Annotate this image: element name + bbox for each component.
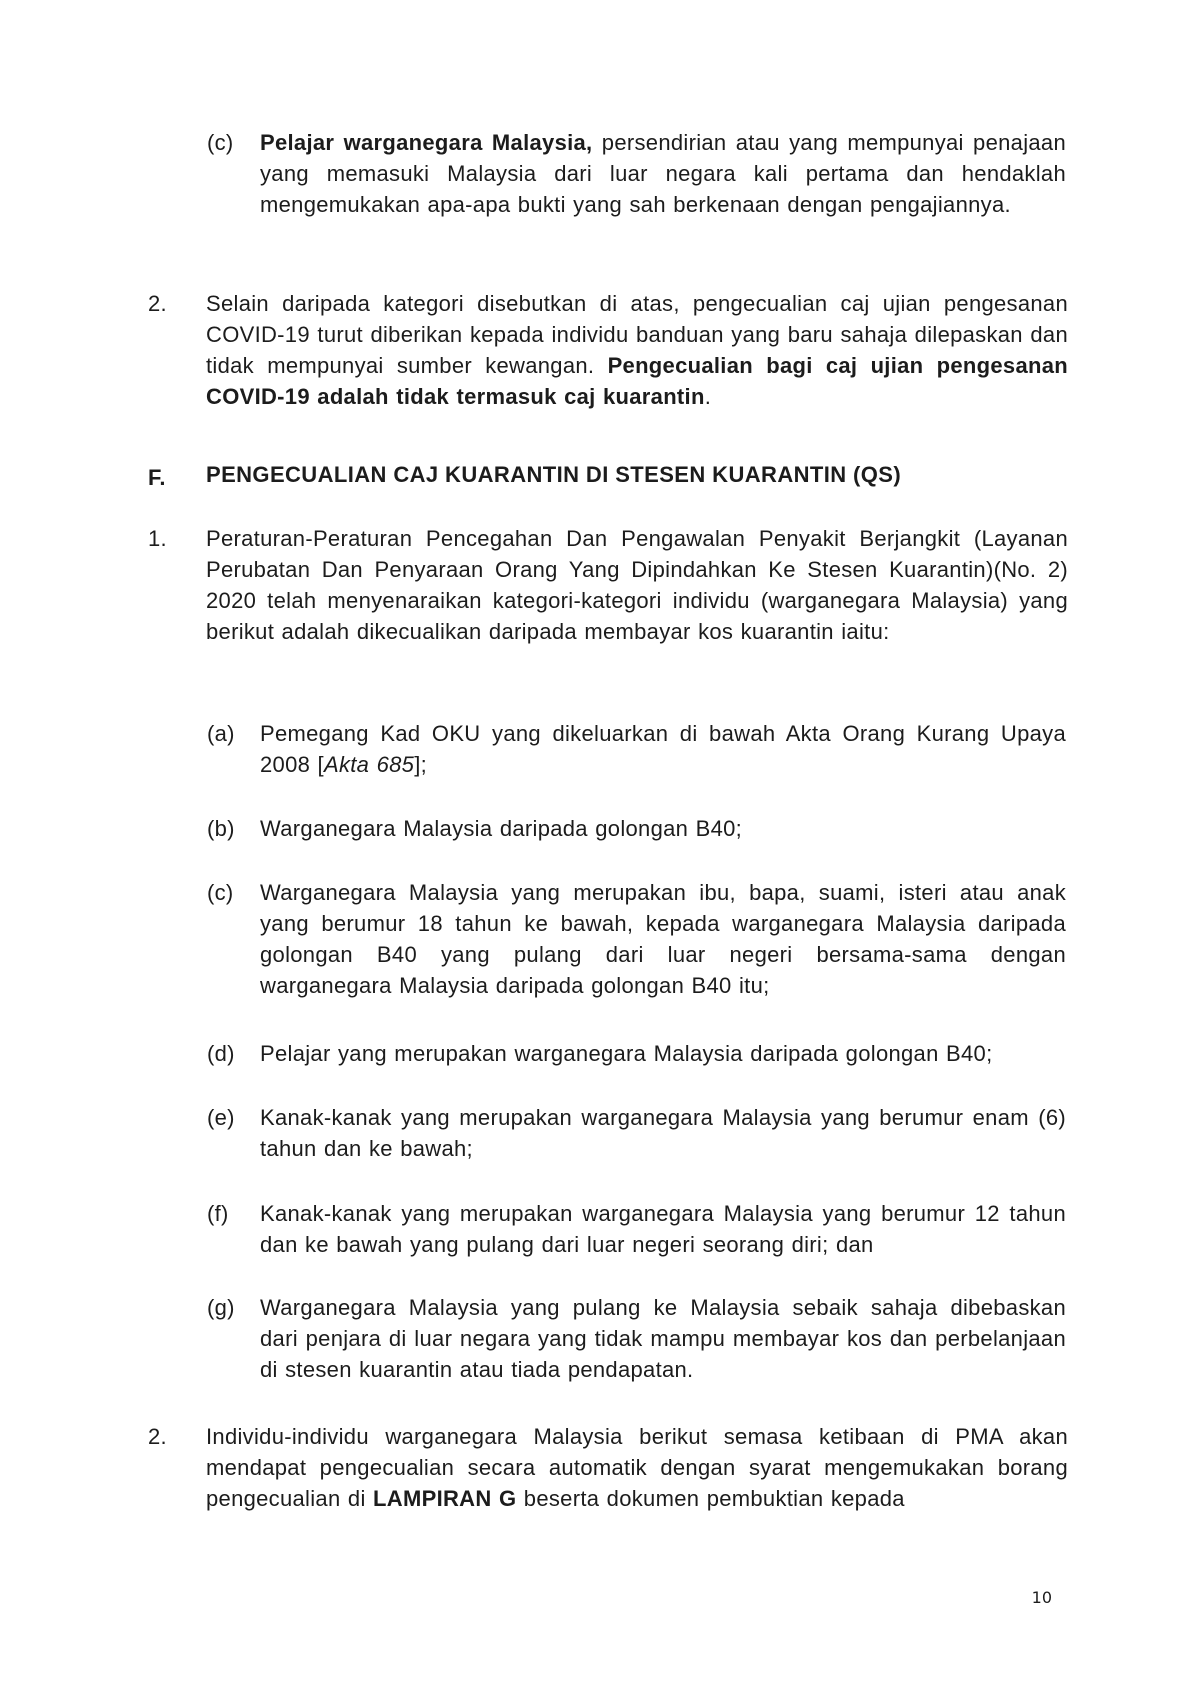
bold-text: Pengecualian bagi caj ujian pengesanan COVID-19 adalah tidak termasuk caj kuarantin <box>206 353 1068 409</box>
list-item-c <box>207 877 1067 1001</box>
item-text <box>260 718 1066 780</box>
italic-text: Akta 685 <box>323 752 415 777</box>
item-label: (g) <box>207 1295 235 1320</box>
bold-text: Pelajar warganegara Malaysia, <box>260 130 593 155</box>
item-label: (f) <box>207 1201 229 1226</box>
end-text: . <box>704 384 712 409</box>
list-item-e <box>207 1102 1067 1164</box>
item-label: (e) <box>207 1105 235 1130</box>
end-text: ]; <box>414 752 428 777</box>
paragraph-number: 2. <box>148 291 167 316</box>
body-text: Selain daripada kategori disebutkan di atas, pengecualian caj ujian pengesanan COVID-19 turut diberikan kepada individu banduan yang baru sahaja dilepaskan dan tidak mempunyai sumber kewangan. <box>206 291 1068 378</box>
list-item-a <box>207 718 1067 780</box>
item-label: (c) <box>207 130 234 155</box>
paragraph-2-bottom <box>148 1421 1068 1514</box>
section-f-heading <box>148 462 1068 493</box>
item-label: (c) <box>207 880 234 905</box>
item-text: Warganegara Malaysia yang merupakan ibu, bapa, suami, isteri atau anak yang berumur 18 tahun ke bawah, kepada warganegara Malaysia daripada golongan B40 yang pulang dari luar negeri bersama-sama dengan warganegara Malaysia daripada golongan B40 itu; <box>260 880 1066 998</box>
item-label: (d) <box>207 1041 235 1066</box>
body-text: Pemegang Kad OKU yang dikeluarkan di bawah Akta Orang Kurang Upaya 2008 [ <box>260 721 1066 777</box>
section-title: PENGECUALIAN CAJ KUARANTIN DI STESEN KUARANTIN (QS) <box>206 462 902 487</box>
item-label: (a) <box>207 721 235 746</box>
body-text-rest: beserta dokumen pembuktian kepada <box>516 1486 905 1511</box>
body-text: Individu-individu warganegara Malaysia berikut semasa ketibaan di PMA akan mendapat pengecualian secara automatik dengan syarat mengemukakan borang pengecualian di <box>206 1424 1068 1511</box>
list-item-d <box>207 1038 1067 1069</box>
paragraph-number: 2. <box>148 1424 167 1449</box>
paragraph-number: 1. <box>148 526 167 551</box>
section-label: F. <box>148 465 166 490</box>
paragraph-text <box>206 1421 1068 1514</box>
body-text: persendirian atau yang mempunyai penajaan yang memasuki Malaysia dari luar negara kali pertama dan hendaklah mengemukakan apa-apa bukti yang sah berkenaan dengan pengajiannya. <box>260 130 1066 217</box>
paragraph-2-top <box>148 288 1068 412</box>
item-text: Warganegara Malaysia daripada golongan B40; <box>260 816 743 841</box>
page-number: 10 <box>1031 1588 1052 1607</box>
item-text: Kanak-kanak yang merupakan warganegara Malaysia yang berumur enam (6) tahun dan ke bawah; <box>260 1105 1066 1161</box>
item-text: Kanak-kanak yang merupakan warganegara Malaysia yang berumur 12 tahun dan ke bawah yang pulang dari luar negeri seorang diri; dan <box>260 1201 1066 1257</box>
paragraph-1 <box>148 523 1068 647</box>
item-c-top <box>207 127 1067 220</box>
list-item-b <box>207 813 1067 844</box>
bold-text: LAMPIRAN G <box>373 1486 517 1511</box>
item-text: Pelajar yang merupakan warganegara Malaysia daripada golongan B40; <box>260 1041 993 1066</box>
item-text: Warganegara Malaysia yang pulang ke Malaysia sebaik sahaja dibebaskan dari penjara di luar negara yang tidak mampu membayar kos dan perbelanjaan di stesen kuarantin atau tiada pendapatan. <box>260 1295 1066 1382</box>
paragraph-text <box>206 288 1068 412</box>
item-text <box>260 127 1066 220</box>
item-label: (b) <box>207 816 235 841</box>
list-item-f <box>207 1198 1067 1260</box>
paragraph-text: Peraturan-Peraturan Pencegahan Dan Pengawalan Penyakit Berjangkit (Layanan Perubatan Dan Penyaraan Orang Yang Dipindahkan Ke Stesen Kuarantin)(No. 2) 2020 telah menyenaraikan kategori-kategori individu (warganegara Malaysia) yang berikut adalah dikecualikan daripada membayar kos kuarantin iaitu: <box>206 526 1068 644</box>
list-item-g <box>207 1292 1067 1385</box>
